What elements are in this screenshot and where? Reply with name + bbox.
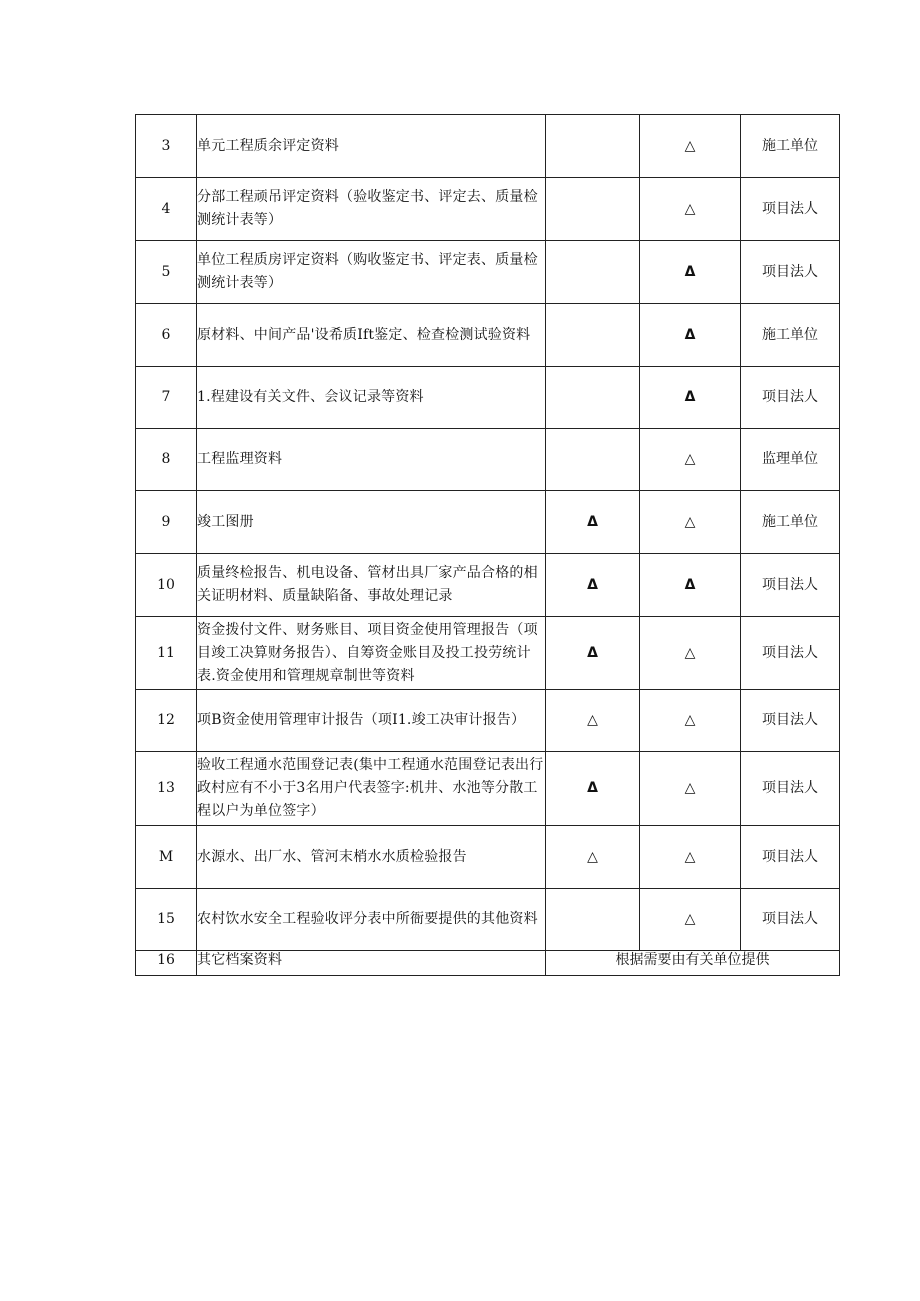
table-row	[136, 178, 840, 241]
row-number: 11	[136, 617, 197, 690]
row-description: 单元工程质余评定资料	[197, 115, 546, 178]
table-row	[136, 752, 840, 826]
merged-note-cell: 根据需要由有关单位提供	[546, 951, 840, 976]
row-number: 12	[136, 690, 197, 752]
mark-column-1: Δ	[546, 617, 640, 690]
row-number: 13	[136, 752, 197, 826]
row-number: 10	[136, 554, 197, 617]
table-row	[136, 826, 840, 889]
table-row	[136, 241, 840, 304]
row-description: 质量终检报告、机电设备、管材出具厂家产品合格的相关证明材料、质量缺陷备、事故处理记录	[197, 554, 546, 617]
archive-checklist-table	[135, 114, 840, 976]
mark-column-2: △	[640, 617, 741, 690]
row-description: 其它档案资料	[197, 951, 546, 976]
responsible-unit: 项目法人	[741, 367, 840, 429]
mark-column-1	[546, 304, 640, 367]
row-number: 4	[136, 178, 197, 241]
mark-column-1	[546, 178, 640, 241]
table-row	[136, 951, 840, 976]
mark-column-2: △	[640, 826, 741, 889]
mark-column-1	[546, 429, 640, 491]
responsible-unit: 项目法人	[741, 752, 840, 826]
mark-column-2: Δ	[640, 554, 741, 617]
mark-column-1	[546, 889, 640, 951]
responsible-unit: 项目法人	[741, 889, 840, 951]
mark-column-2: Δ	[640, 367, 741, 429]
row-description: 原材料、中间产品'设希质Ift鉴定、检查检测试验资料	[197, 304, 546, 367]
mark-column-1: △	[546, 826, 640, 889]
row-number: 15	[136, 889, 197, 951]
row-number: 3	[136, 115, 197, 178]
responsible-unit: 项目法人	[741, 617, 840, 690]
mark-column-1: Δ	[546, 752, 640, 826]
responsible-unit: 施工单位	[741, 491, 840, 554]
row-number: 8	[136, 429, 197, 491]
row-description: 资金拨付文件、财务账目、项目资金使用管理报告（项目竣工决算财务报告）、自筹资金账目及投工投劳统计表.资金使用和管理规章制世等资料	[197, 617, 546, 690]
mark-column-2: Δ	[640, 304, 741, 367]
mark-column-1: △	[546, 690, 640, 752]
mark-column-1	[546, 115, 640, 178]
table-row	[136, 617, 840, 690]
mark-column-2: △	[640, 429, 741, 491]
row-number: M	[136, 826, 197, 889]
row-description: 1.程建设有关文件、会议记录等资料	[197, 367, 546, 429]
responsible-unit: 项目法人	[741, 178, 840, 241]
row-description: 验收工程通水范围登记表(集中工程通水范围登记表出行政村应有不小于3名用户代表签字:机井、水池等分散工程以户为单位签字）	[197, 752, 546, 826]
row-number: 5	[136, 241, 197, 304]
mark-column-2: △	[640, 491, 741, 554]
row-number: 6	[136, 304, 197, 367]
table-row	[136, 429, 840, 491]
mark-column-2: Δ	[640, 241, 741, 304]
row-description: 农村饮水安全工程验收评分表中所衙要提供的其他资料	[197, 889, 546, 951]
responsible-unit: 监理单位	[741, 429, 840, 491]
row-description: 项B资金使用管理审计报告（项I1.竣工决审计报告）	[197, 690, 546, 752]
table-row	[136, 491, 840, 554]
table-row	[136, 367, 840, 429]
mark-column-1	[546, 241, 640, 304]
row-number: 7	[136, 367, 197, 429]
table-row	[136, 115, 840, 178]
row-description: 单位工程质房评定资料（购收鉴定书、评定表、质量检测统计表等）	[197, 241, 546, 304]
row-description: 竣工图册	[197, 491, 546, 554]
mark-column-2: △	[640, 178, 741, 241]
table-row	[136, 304, 840, 367]
responsible-unit: 项目法人	[741, 241, 840, 304]
mark-column-1: Δ	[546, 554, 640, 617]
responsible-unit: 项目法人	[741, 554, 840, 617]
mark-column-1: Δ	[546, 491, 640, 554]
row-number: 16	[136, 951, 197, 976]
mark-column-2: △	[640, 115, 741, 178]
table-row	[136, 889, 840, 951]
responsible-unit: 项目法人	[741, 826, 840, 889]
table-row	[136, 554, 840, 617]
row-number: 9	[136, 491, 197, 554]
mark-column-2: △	[640, 690, 741, 752]
mark-column-2: △	[640, 752, 741, 826]
responsible-unit: 项目法人	[741, 690, 840, 752]
row-description: 水源水、出厂水、管河末梢水水质检验报告	[197, 826, 546, 889]
mark-column-2: △	[640, 889, 741, 951]
row-description: 工程监理资料	[197, 429, 546, 491]
responsible-unit: 施工单位	[741, 115, 840, 178]
row-description: 分部工程顽吊评定资料（验收鉴定书、评定去、质量检测统计表等）	[197, 178, 546, 241]
table-row	[136, 690, 840, 752]
responsible-unit: 施工单位	[741, 304, 840, 367]
mark-column-1	[546, 367, 640, 429]
